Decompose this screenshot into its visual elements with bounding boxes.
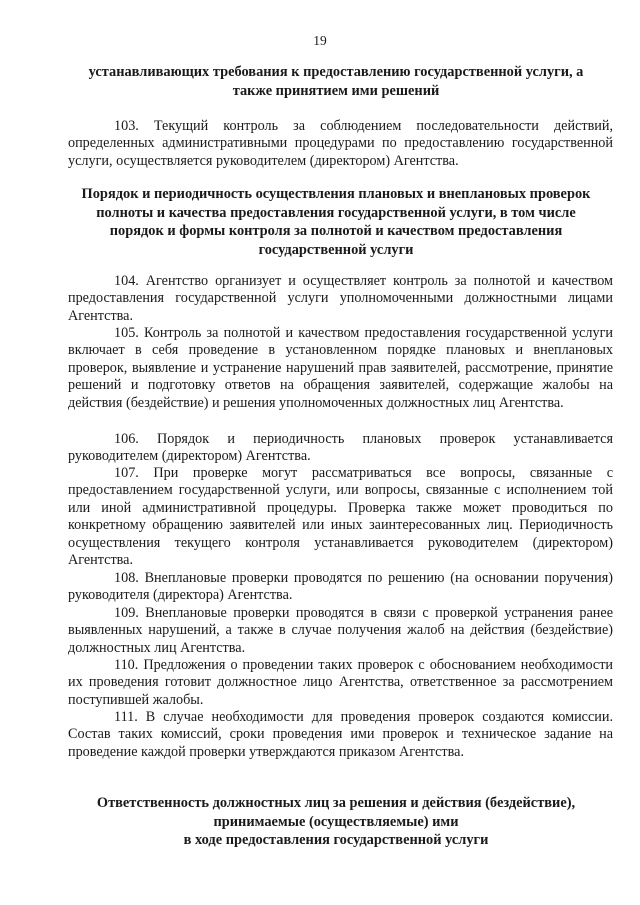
- heading-line: принимаемые (осуществляемые) ими: [213, 813, 459, 830]
- heading-line: Порядок и периодичность осуществления плановых и внеплановых проверок: [81, 186, 591, 202]
- paragraph-107: 107. При проверке могут рассматриваться все вопросы, связанные с предоставлением государственной услуги, или вопросы, связанные с исполнением той или иной административной процедуры. Проверка также может проводиться по конкретному обращению заявителей или иных заинтересованных лиц. Периодичность осуществления текущего контроля устанавливается руководителем (директором) Агентства.: [68, 465, 613, 569]
- heading-line: в ходе предоставления государственной услуги: [183, 832, 489, 848]
- heading-line: также принятием ими решений: [232, 83, 440, 99]
- paragraph-109: 109. Внеплановые проверки проводятся в связи с проверкой устранения ранее выявленных нарушений, а также в случае получения жалоб на действия (бездействие) должностных лиц Агентства.: [68, 605, 613, 656]
- heading-line: порядок и формы контроля за полнотой и качеством предоставления: [109, 223, 563, 239]
- paragraph-104: 104. Агентство организует и осуществляет контроль за полнотой и качеством предоставления государственной услуги уполномоченными должностными лицами Агентства.: [68, 273, 613, 324]
- section-heading-top: [60, 63, 612, 101]
- section-heading-bottom: [60, 794, 612, 850]
- page-number: 19: [313, 33, 327, 48]
- section-heading-middle: [60, 185, 612, 259]
- paragraph-105: 105. Контроль за полнотой и качеством предоставления государственной услуги включает в себя проведение в установленном порядке плановых и внеплановых проверок, выявление и устранение нарушений прав заявителей, рассмотрение, принятие решений и подготовку ответов на обращения заявителей, содержащие жалобы на действия (бездействие) и решения уполномоченных должностных лиц Агентства.: [68, 325, 613, 411]
- heading-line: полноты и качества предоставления государственной услуги, в том числе: [96, 204, 576, 221]
- heading-line: Ответственность должностных лиц за решения и действия (бездействие),: [96, 795, 576, 811]
- heading-line: государственной услуги: [258, 241, 414, 258]
- heading-line: устанавливающих требования к предоставлению государственной услуги, а: [88, 64, 584, 80]
- paragraph-106: 106. Порядок и периодичность плановых проверок устанавливается руководителем (директором) Агентства.: [68, 431, 613, 465]
- paragraph-103: 103. Текущий контроль за соблюдением последовательности действий, определенных административными процедурами по предоставлению государственной услуги, осуществляется руководителем (директором) Агентства.: [68, 118, 613, 169]
- paragraph-108: 108. Внеплановые проверки проводятся по решению (на основании поручения) руководителя (директора) Агентства.: [68, 570, 613, 604]
- paragraph-110: 110. Предложения о проведении таких проверок с обоснованием необходимости их проведения готовит должностное лицо Агентства, ответственное за рассмотрением поступившей жалобы.: [68, 657, 613, 708]
- paragraph-111: 111. В случае необходимости для проведения проверок создаются комиссии. Состав таких комиссий, сроки проведения ими проверок и техническое задание на проведение каждой проверки утверждаются приказом Агентства.: [68, 709, 613, 760]
